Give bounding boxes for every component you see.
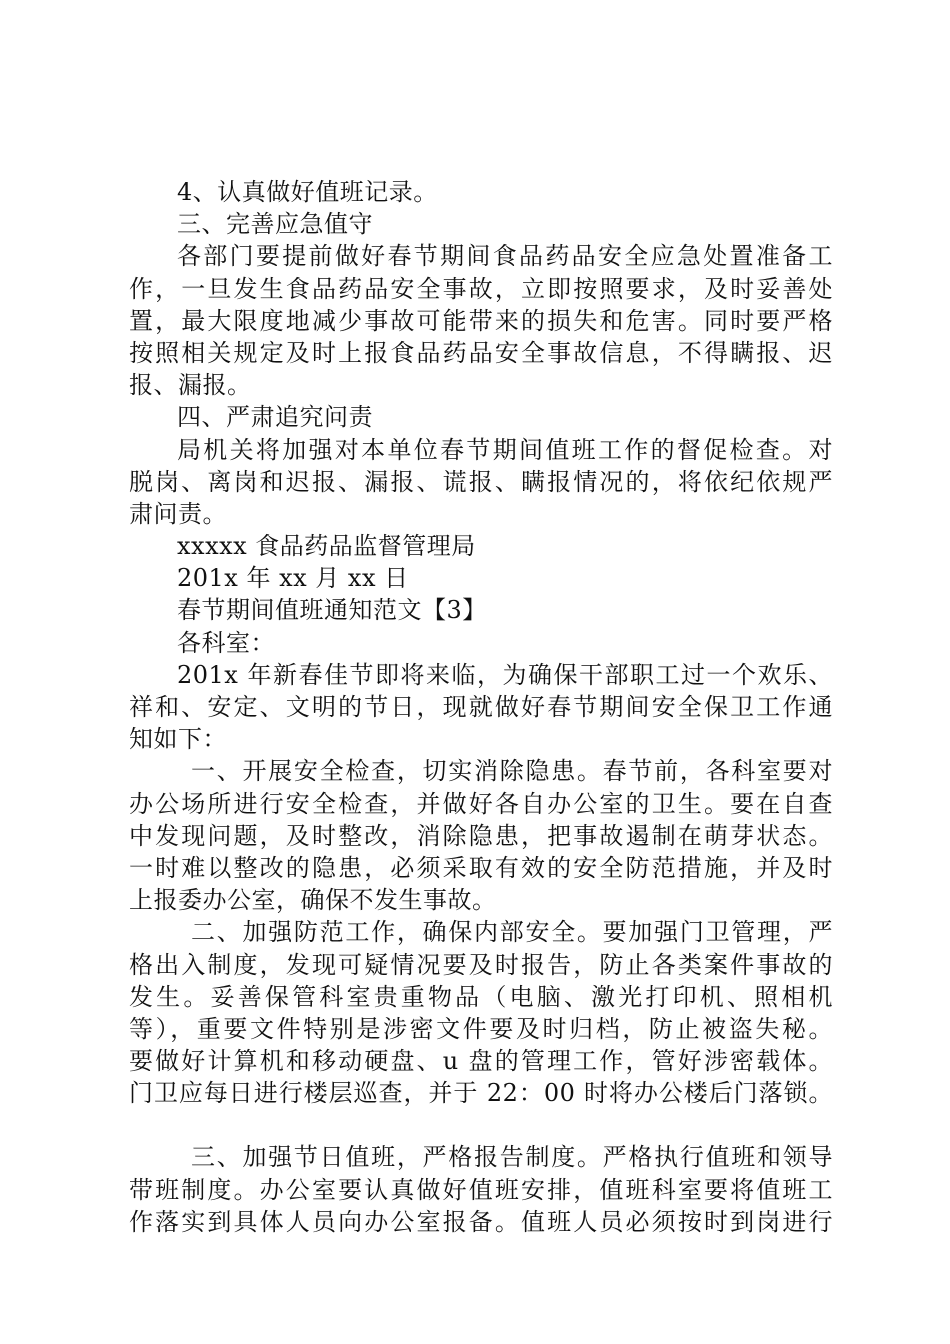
paragraph-line: 一、开展安全检查，切实消除隐患。春节前，各科室要对	[191, 757, 833, 786]
paragraph-line: 等），重要文件特别是涉密文件要及时归档，防止被盗失秘。	[129, 1014, 833, 1043]
paragraph-line: 置，最大限度地减少事故可能带来的损失和危害。同时要严格	[129, 306, 833, 335]
paragraph-line: 祥和、安定、文明的节日，现就做好春节期间安全保卫工作通	[129, 693, 833, 721]
paragraph-line: 中发现问题，及时整改，消除隐患，把事故遏制在萌芽状态。	[129, 821, 833, 850]
paragraph-line: 要做好计算机和移动硬盘、u 盘的管理工作，管好涉密载体。	[129, 1047, 833, 1076]
sample-title: 春节期间值班通知范文【3】	[177, 596, 487, 625]
paragraph-line: 一时难以整改的隐患，必须采取有效的安全防范措施，并及时	[129, 853, 833, 882]
salutation: 各科室：	[177, 628, 275, 657]
paragraph-line: 脱岗、离岗和迟报、漏报、谎报、瞒报情况的，将依纪依规严	[129, 467, 833, 496]
paragraph-line: 各部门要提前做好春节期间食品药品安全应急处置准备工	[177, 242, 833, 271]
document-body	[129, 176, 833, 1238]
paragraph-line: 三、加强节日值班，严格报告制度。严格执行值班和领导	[191, 1143, 833, 1172]
list-item-record-duty: 4、认真做好值班记录。	[177, 178, 438, 206]
paragraph-line: 按照相关规定及时上报食品药品安全事故信息，不得瞒报、迟	[129, 338, 833, 367]
paragraph-line: 作落实到具体人员向办公室报备。值班人员必须按时到岗进行	[129, 1207, 833, 1236]
paragraph-line: 办公场所进行安全检查，并做好各自办公室的卫生。要在自查	[129, 789, 833, 818]
paragraph-line: 局机关将加强对本单位春节期间值班工作的督促检查。对	[177, 435, 833, 464]
paragraph-line: 二、加强防范工作，确保内部安全。要加强门卫管理，严	[191, 918, 833, 947]
issuing-authority: xxxxx 食品药品监督管理局	[177, 532, 476, 561]
paragraph-line: 格出入制度，发现可疑情况要及时报告，防止各类案件事故的	[129, 950, 833, 979]
paragraph-line: 带班制度。办公室要认真做好值班安排，值班科室要将值班工	[129, 1175, 833, 1204]
paragraph-line: 201x 年新春佳节即将来临，为确保干部职工过一个欢乐、	[177, 660, 833, 689]
paragraph-line: 发生。妥善保管科室贵重物品（电脑、激光打印机、照相机	[129, 982, 833, 1011]
issue-date: 201x 年 xx 月 xx 日	[177, 564, 409, 593]
paragraph-line: 作，一旦发生食品药品安全事故，立即按照要求，及时妥善处	[129, 274, 833, 303]
paragraph-line: 上报委办公室，确保不发生事故。	[129, 886, 497, 915]
section-heading-accountability: 四、严肃追究问责	[177, 403, 373, 432]
paragraph-line: 报、漏报。	[129, 371, 252, 400]
paragraph-line: 知如下：	[129, 725, 227, 754]
section-heading-emergency: 三、完善应急值守	[177, 210, 373, 239]
paragraph-line: 肃问责。	[129, 499, 227, 528]
paragraph-line: 门卫应每日进行楼层巡查，并于 22：00 时将办公楼后门落锁。	[129, 1079, 833, 1108]
paragraph-gap	[129, 1109, 833, 1141]
